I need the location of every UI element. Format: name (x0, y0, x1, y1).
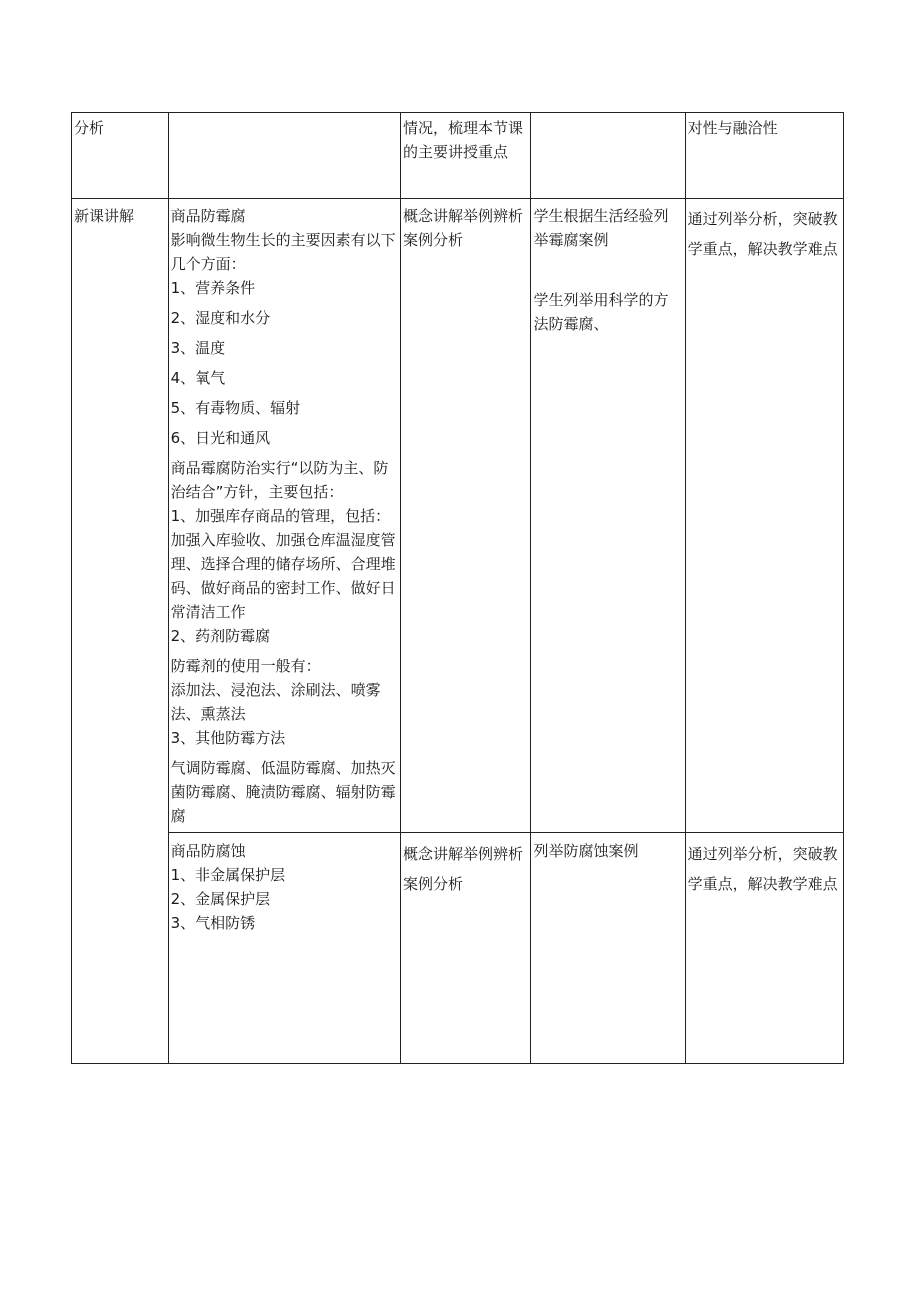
stage-cell-new-lesson (72, 199, 169, 1064)
design-cell (685, 199, 843, 833)
design-cell (685, 113, 843, 199)
content-cell-corrosion (168, 833, 400, 1064)
item-intro: 防霉剂的使用一般有： (170, 657, 321, 675)
student-cell-empty (531, 113, 685, 199)
method-cell (400, 113, 531, 199)
table-row-corrosion (72, 833, 844, 1064)
stage-label: 分析 (74, 119, 105, 137)
list-item: 3、气相防锈 (170, 914, 256, 932)
design-cell (685, 833, 843, 1064)
section-title: 商品防霉腐 (170, 207, 246, 225)
stage-cell-analysis (72, 113, 169, 199)
list-item: 1、非金属保护层 (170, 866, 286, 884)
method-text: 概念讲解举例辨析案例分析 (402, 207, 523, 249)
student-cell (531, 833, 685, 1064)
student-activity: 列举防腐蚀案例 (533, 842, 639, 860)
principle-text: 商品霉腐防治实行“以防为主、防治结合”方针，主要包括： (170, 459, 389, 501)
list-item: 4、氧气 (170, 369, 226, 387)
student-cell (531, 199, 685, 833)
list-item: 5、有毒物质、辐射 (170, 399, 301, 417)
design-text: 通过列举分析，突破教学重点，解决教学难点 (687, 210, 838, 258)
method-text: 情况，梳理本节课的主要讲授重点 (402, 119, 523, 161)
item-detail: 添加法、浸泡法、涂刷法、喷雾法、熏蒸法 (170, 681, 381, 723)
content-cell-empty (168, 113, 400, 199)
stage-label: 新课讲解 (74, 207, 135, 225)
student-activity: 学生列举用科学的方法防霉腐、 (533, 291, 669, 333)
list-item: 1、营养条件 (170, 279, 256, 297)
list-item: 6、日光和通风 (170, 429, 271, 447)
item-detail: 加强入库验收、加强仓库温湿度管理、选择合理的储存场所、合理堆码、做好商品的密封工作、做好日常清洁工作 (170, 531, 396, 621)
factors-intro: 影响微生物生长的主要因素有以下几个方面： (170, 231, 396, 273)
table-row-analysis (72, 113, 844, 199)
method-cell (400, 833, 531, 1064)
lesson-plan-table (71, 112, 844, 1064)
list-item: 2、药剂防霉腐 (170, 627, 271, 645)
list-item: 1、加强库存商品的管理，包括： (170, 507, 391, 525)
item-detail: 气调防霉腐、低温防霉腐、加热灭菌防霉腐、腌渍防霉腐、辐射防霉腐 (170, 759, 396, 825)
design-text: 对性与融洽性 (687, 119, 778, 137)
table-row-new-lesson (72, 199, 844, 833)
section-title: 商品防腐蚀 (170, 842, 246, 860)
list-item: 2、湿度和水分 (170, 309, 271, 327)
method-text: 概念讲解举例辨析案例分析 (402, 845, 523, 893)
content-cell-mildew (168, 199, 400, 833)
list-item: 2、金属保护层 (170, 890, 271, 908)
list-item: 3、其他防霉方法 (170, 729, 286, 747)
design-text: 通过列举分析，突破教学重点，解决教学难点 (687, 845, 838, 893)
method-cell (400, 199, 531, 833)
student-activity: 学生根据生活经验列举霉腐案例 (533, 207, 669, 249)
list-item: 3、温度 (170, 339, 226, 357)
